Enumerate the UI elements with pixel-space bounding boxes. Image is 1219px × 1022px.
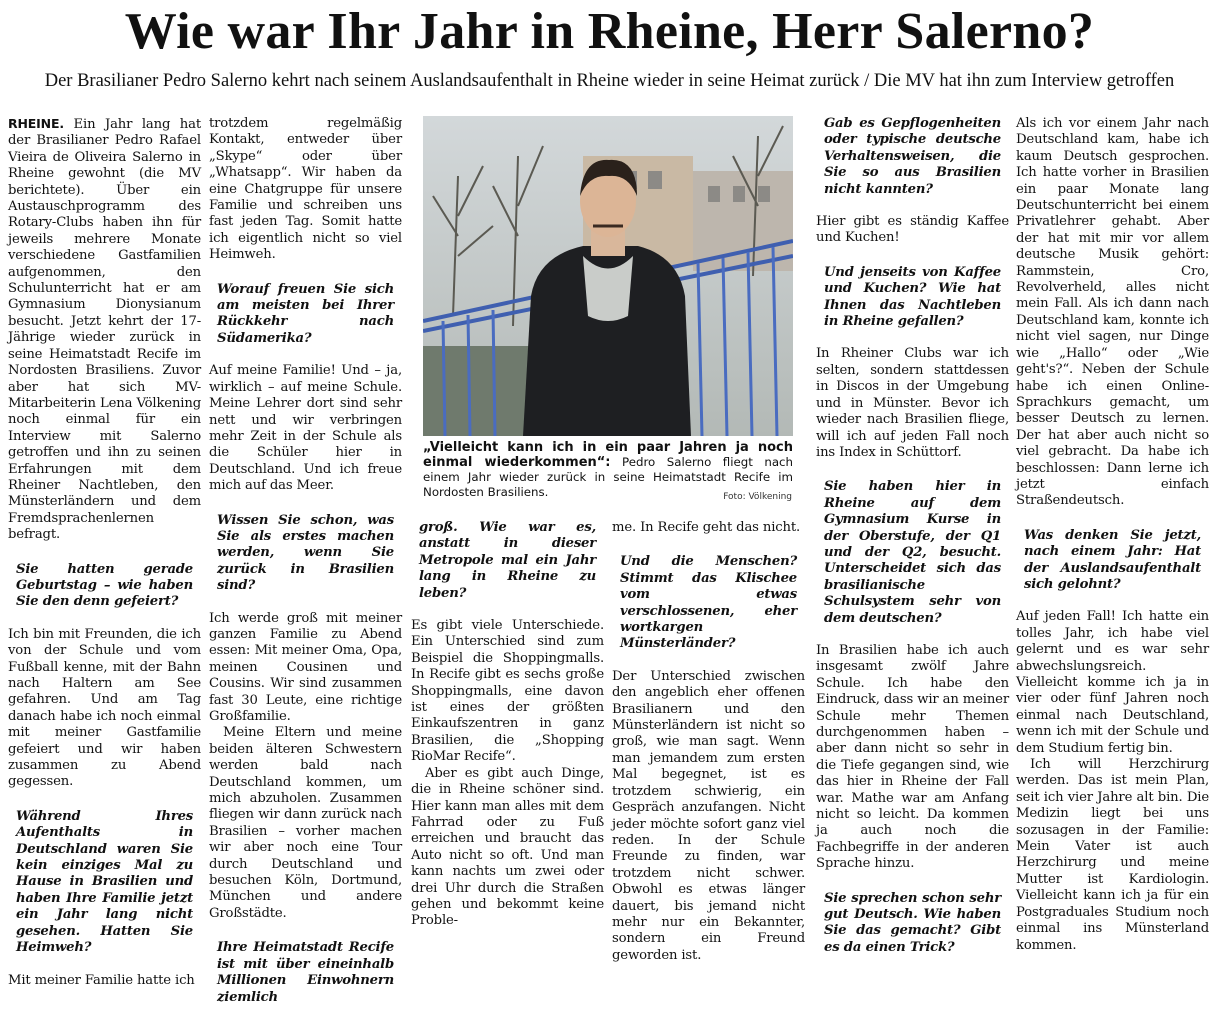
interview-question: Während Ihres Aufenthalts in Deutschland waren Sie kein einziges Mal zu Hause in Brasilien und haben Ihre Familie jetzt ein Jahr lang nicht gesehen. Hatten Sie Heimweh? xyxy=(16,808,193,956)
interview-answer: Ich will Herzchirurg werden. Das ist mein Plan, seit ich vier Jahre alt bin. Die Medizin liegt bei uns sozusagen in der Familie: Mein Vater ist auch Herzchirurg und meine Mutter ist Kardiologin. Vielleicht kann ich ja für ein Postgraduales Studium noch einmal ins Münsterland kommen. xyxy=(1016,757,1209,953)
interview-question: Wissen Sie schon, was Sie als erstes machen werden, wenn Sie zurück in Brasilien sind? xyxy=(217,512,394,594)
interview-answer: In Brasilien habe ich auch insgesamt zwölf Jahre Schule. Ich habe den Eindruck, dass wir an meiner Schule mehr Themen durchgenommen haben – aber dann nicht so sehr in die Tiefe gegangen sind, wie das hier in Rheine der Fall war. Mathe war am Anfang nicht so leicht. Da kommen ja auch noch die Fachbegriffe in der anderen Sprache hinzu. xyxy=(816,642,1009,872)
interview-answer: Auf meine Familie! Und – ja, wirklich – auf meine Schule. Meine Lehrer dort sind sehr nett und wir verbringen mehr Zeit in der Schule als die Schüler hier in Deutschland. Und ich freue mich auf das Meer. xyxy=(209,363,402,494)
intro-paragraph xyxy=(8,116,201,544)
intro-text: Ein Jahr lang hat der Brasilianer Pedro Rafael Vieira de Oliveira Salerno in Rheine gewohnt (die MV berichtete). Über ein Austauschprogramm des Rotary-Clubs haben ihn für jeweils mehrere Monate verschiedene Gastfamilien aufgenommen, den Schulunterricht hat er am Gymnasium Dionysianum besucht. Jetzt kehrt der 17-Jährige wieder zurück in seine Heimatstadt Recife im Nordosten Brasiliens. Zuvor aber hat sich MV-Mitarbeiterin Lena Völkening noch einmal für ein Interview mit Salerno getroffen und ihn zu seinen Erfahrungen mit dem Rheiner Nachtleben, den Münsterländern und dem Fremdsprachenlernen befragt. xyxy=(8,117,201,543)
caption-text: Pedro Salerno fliegt nach einem Jahr wieder zurück in seine Heimatstadt Recife im Nordosten Brasiliens. xyxy=(423,455,794,499)
interview-question: Sie haben hier in Rheine auf dem Gymnasium Kurse in der Oberstufe, der Q1 und der Q2, besucht. Unterscheidet sich das brasilianische Schulsystem sehr von dem deutschen? xyxy=(824,479,1001,626)
interview-question: groß. Wie war es, anstatt in dieser Metropole mal ein Jahr lang in Rheine zu leben? xyxy=(419,520,596,601)
photo-credit: Foto: Völkening xyxy=(723,492,792,502)
photo-caption xyxy=(423,440,793,500)
subheadline: Der Brasilianer Pedro Salerno kehrt nach seinem Auslandsaufenthalt in Rheine wieder in seine Heimat zurück / Die MV hat ihn zum Interview getroffen xyxy=(44,71,1175,91)
article-column-4 xyxy=(612,520,805,964)
article-column-5 xyxy=(816,116,1009,972)
caption-lead: „Vielleicht kann ich in ein paar Jahren ja noch einmal wiederkommen“: xyxy=(423,440,793,470)
article-column-2 xyxy=(209,116,402,1022)
interview-question: Worauf freuen Sie sich am meisten bei Ihrer Rückkehr nach Südamerika? xyxy=(217,281,394,346)
article-photo xyxy=(423,116,793,436)
dateline: RHEINE. xyxy=(8,116,64,131)
article-column-1 xyxy=(8,116,201,989)
interview-question: Gab es Gepflogenheiten oder typische deutsche Verhaltensweisen, die Sie so aus Brasilien nicht kannten? xyxy=(824,116,1001,197)
interview-answer: Der Unterschied zwischen den angeblich eher offenen Brasilianern und den Münsterländern ist nicht so groß, wie man sagt. Wenn man jemandem zum ersten Mal begegnet, ist es trotzdem schwierig, ein Gespräch anzufangen. Nicht jeder möchte sofort ganz viel reden. In der Schule Freunde zu finden, war trotzdem nicht schwer. Obwohl es etwas länger dauert, bis jemand nicht mehr nur ein Bekannter, sondern ein Freund geworden ist. xyxy=(612,668,805,963)
interview-question: Sie sprechen schon sehr gut Deutsch. Wie haben Sie das gemacht? Gibt es da einen Trick? xyxy=(824,890,1001,955)
interview-answer: Mit meiner Familie hatte ich xyxy=(8,972,195,988)
interview-answer: Hier gibt es ständig Kaffee und Kuchen! xyxy=(816,214,1009,246)
article-column-3 xyxy=(411,520,604,930)
interview-question: Ihre Heimatstadt Recife ist mit über eineinhalb Millionen Einwohnern ziemlich xyxy=(217,940,394,1005)
interview-answer: Es gibt viele Unterschiede. Ein Unterschied sind zum Beispiel die Shoppingmalls. In Recife gibt es sechs große Shoppingmalls, eine davon ist eines der größten Einkaufszentren in ganz Brasilien, die „Shopping RioMar Recife“. xyxy=(411,618,604,765)
interview-question: Sie hatten gerade Geburtstag – wie haben Sie den denn gefeiert? xyxy=(16,561,193,610)
interview-answer: In Rheiner Clubs war ich selten, sondern stattdessen in Discos in der Umgebung und in Münster. Bevor ich wieder nach Brasilien fliege, will ich auf jeden Fall noch ins Index in Schüttorf. xyxy=(816,346,1009,460)
interview-question: Und die Menschen? Stimmt das Klischee vom etwas verschlossenen, eher wortkargen Münsterländer? xyxy=(620,554,797,652)
article-column-6 xyxy=(1016,116,1209,954)
interview-answer: Aber es gibt auch Dinge, die in Rheine schöner sind. Hier kann man alles mit dem Fahrrad oder zu Fuß erreichen und braucht das Auto nicht so oft. Und man kann nachts um zwei oder drei Uhr durch die Straßen gehen und bekommt keine Proble- xyxy=(411,765,604,929)
interview-answer: Ich bin mit Freunden, die ich von der Schule und vom Fußball kenne, mit der Bahn nach Haltern am See gefahren. Und am Tag danach habe ich noch einmal mit meiner Gastfamilie gefeiert und wir haben zusammen zu Abend gegessen. xyxy=(8,626,201,790)
headline: Wie war Ihr Jahr in Rheine, Herr Salerno? xyxy=(124,3,1095,60)
interview-answer: trotzdem regelmäßig Kontakt, entweder über „Skype“ oder über „Whatsapp“. Wir haben da eine Chatgruppe für unsere Familie und schreiben uns fast jeden Tag. Somit hatte ich eigentlich nicht so viel Heimweh. xyxy=(209,116,402,263)
interview-answer: Meine Eltern und meine beiden älteren Schwestern werden bald nach Deutschland kommen, um mich abzuholen. Zusammen fliegen wir dann zurück nach Brasilien – vorher machen wir aber noch eine Tour durch Deutschland und besuchen Köln, Dortmund, München und andere Großstädte. xyxy=(209,725,402,921)
interview-answer: Als ich vor einem Jahr nach Deutschland kam, habe ich kaum Deutsch gesprochen. Ich hatte vorher in Brasilien ein paar Monate lang Deutschunterricht bei einem Privatlehrer gehabt. Aber der hat mit mir vor allem deutsche Musik gehört: Rammstein, Cro, Revolverheld, alles nicht mein Fall. Als ich dann nach Deutschland kam, konnte ich nicht viel sagen, nur Dinge wie „Hallo“ oder „Wie geht's?“. Neben der Schule habe ich einen Online-Sprachkurs gemacht, um besser Deutsch zu lernen. Der hat aber auch nicht so viel gebracht. Da habe ich beschlossen: Dann lerne ich jetzt einfach Straßendeutsch. xyxy=(1016,116,1209,509)
interview-question: Was denken Sie jetzt, nach einem Jahr: Hat der Auslandsaufenthalt sich gelohnt? xyxy=(1024,527,1201,592)
interview-question: Und jenseits von Kaffee und Kuchen? Wie hat Ihnen das Nachtleben in Rheine gefallen? xyxy=(824,264,1001,330)
interview-answer: Auf jeden Fall! Ich hatte ein tolles Jahr, ich habe viel gelernt und es war sehr abwechslungsreich. Vielleicht komme ich ja in vier oder fünf Jahren noch einmal nach Deutschland, wenn ich mit der Schule und dem Studium fertig bin. xyxy=(1016,609,1209,756)
interview-answer: Ich werde groß mit meiner ganzen Familie zu Abend essen: Mit meiner Oma, Opa, meinen Cousinen und Cousins. Wir sind zusammen fast 30 Leute, eine richtige Großfamilie. xyxy=(209,610,402,724)
interview-answer: me. In Recife geht das nicht. xyxy=(612,520,801,535)
